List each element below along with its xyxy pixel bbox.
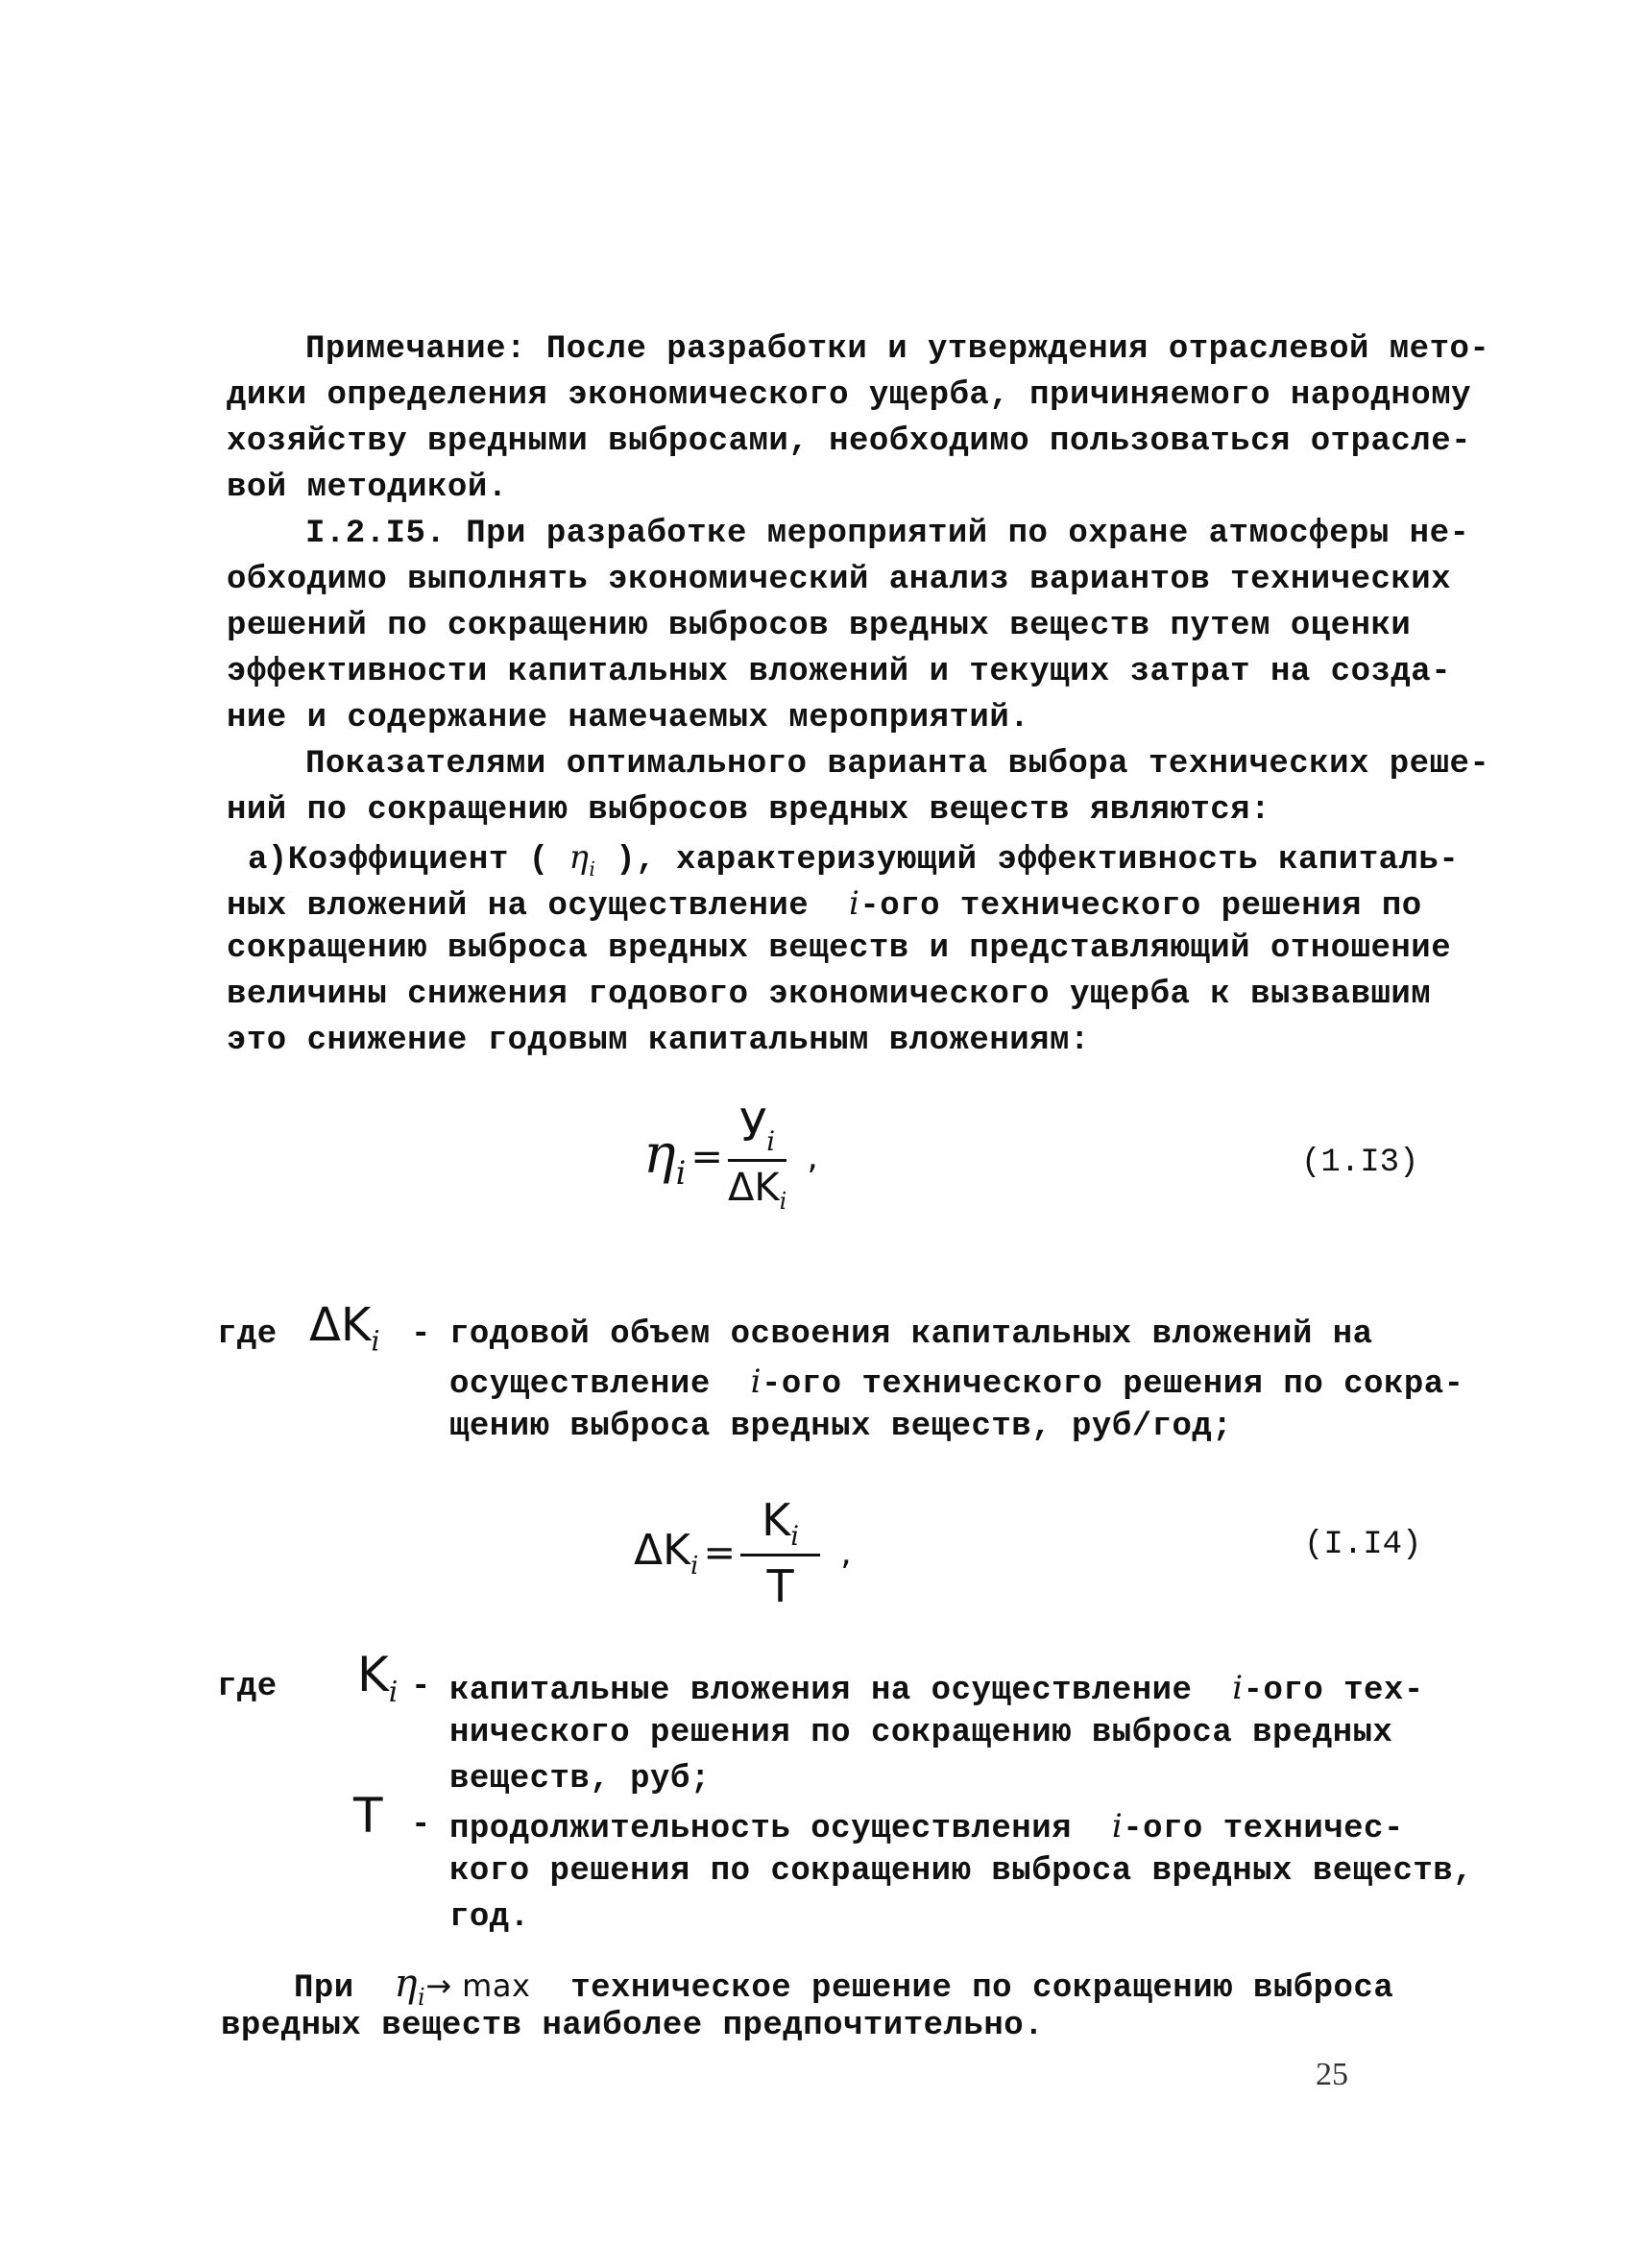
note-line-2: дики определения экономического ущерба, причиняемого народному [227,377,1472,414]
where1-line-1: годовой объем освоения капитальных вложений на [449,1316,1373,1353]
eta-i-max-symbol: $\eta_i$ [394,1962,426,2011]
item-a-line-2: ных вложений на осуществление i-ого технического решения по [227,884,1422,925]
where2-k-dash: - [411,1669,431,1705]
note-line-4: вой методикой. [227,470,508,506]
page-number: 25 [1316,2057,1348,2092]
where2-k-line-3: веществ, руб; [449,1761,711,1798]
where1-delta-k-symbol: $\Delta K_i$ [309,1298,380,1358]
note-line-3: хозяйству вредными выбросами, необходимо пользоваться отрасле- [227,423,1472,460]
eq2-denominator: T [766,1560,794,1613]
where2-t-line-1: продолжительность осуществления i-ого техничес- [449,1807,1404,1847]
equation-number-1-13: (1.I3) [1301,1145,1419,1181]
section-line-4: эффективности капитальных вложений и текущих затрат на созда- [227,654,1452,690]
section-line-1: I.2.I5. При разработке мероприятий по охране атмосферы не- [305,516,1470,552]
where2-k-line-1: капитальные вложения на осуществление i-ого тех- [449,1669,1424,1709]
where2-t-dash: - [411,1807,431,1844]
eta-i-symbol: $\eta_i$ [568,838,596,881]
indicators-line-1: Показателями оптимального варианта выбора технических реше- [305,746,1490,783]
where1-gde: где [217,1316,278,1353]
section-line-3: решений по сокращению выбросов вредных веществ путем оценки [227,608,1412,644]
conclusion-line-1: При $\eta_i\to \max$ техническое решение по сокращению выброса [294,1962,1394,2011]
eq2-numerator: $K_i$ [740,1494,820,1556]
eq1-denominator: $\Delta K_i$ [728,1166,787,1216]
eq2-fraction [740,1494,820,1612]
item-a-line-1: а)Коэффициент ( $\eta_i$ ), характеризующий эффективность капиталь- [248,838,1460,881]
where2-t-line-3: год. [449,1899,530,1936]
where2-t-line-2: кого решения по сокращению выброса вредных веществ, [449,1853,1474,1890]
item-a-line-4: величины снижения годового экономического ущерба к вызвавшим [227,977,1432,1013]
conclusion-line-2: вредных веществ наиболее предпочтительно. [221,2008,1045,2044]
where2-gde: где [217,1669,278,1705]
eq1-lhs: $\eta_i$ [643,1122,687,1192]
where2-k-line-2: нического решения по сокращению выброса вредных [449,1715,1393,1751]
equation-1-13: $\eta_i$ = $\frac{У_i}{\Delta K_i}$ , [643,1099,818,1216]
section-line-5: ние и содержание намечаемых мероприятий. [227,700,1030,736]
where1-line-3: щению выброса вредных веществ, руб/год; [449,1409,1233,1445]
indicators-line-2: ний по сокращению выбросов вредных веществ являются: [227,792,1270,829]
eq2-lhs: $\Delta K_i$ [634,1526,699,1580]
note-line-1: Примечание: После разработки и утверждения отраслевой мето- [305,331,1490,368]
equation-1-14: $\Delta K_i$ = $\frac{K_i}{T}$ , [634,1494,852,1613]
where1-line-2: осуществление i-ого технического решения по сокра- [449,1363,1464,1403]
item-a-line-5: это снижение годовым капитальным вложениям: [227,1023,1090,1059]
eq1-numerator: $У_i$ [728,1099,786,1162]
where2-k-symbol: $K_i$ [357,1647,399,1709]
where1-dash: - [411,1316,431,1353]
item-a-line-3: сокращению выброса вредных веществ и представляющий отношение [227,930,1452,967]
equation-number-1-14: (I.I4) [1304,1527,1422,1563]
where2-t-symbol: T [353,1788,383,1844]
eq1-fraction [728,1099,786,1215]
section-line-2: обходимо выполнять экономический анализ вариантов технических [227,562,1452,598]
